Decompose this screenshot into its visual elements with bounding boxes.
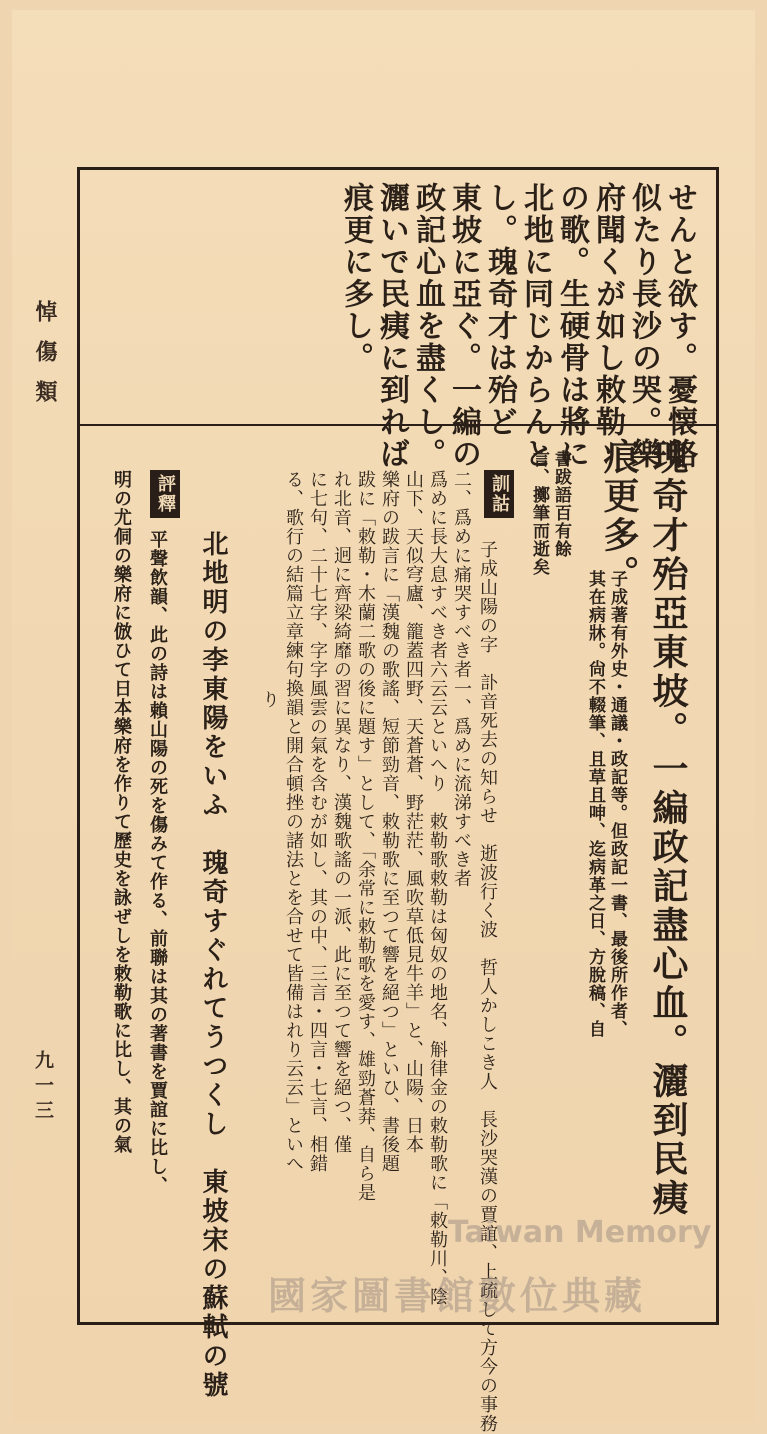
section-title: 悼傷類 xyxy=(32,300,58,420)
gloss-line: 二、爲めに痛哭すべき者一、爲めに流涕すべき者 xyxy=(451,470,472,888)
gloss-line-large: 北地明の李東陽をいふ 瑰奇すぐれてうつくし 東坡宋の蘇軾の號 xyxy=(198,530,228,1400)
gloss-label: 訓詁 xyxy=(484,470,514,518)
poem-line: 痕更多。 xyxy=(598,438,640,594)
reading-line: 灑いで民痍に到れば xyxy=(374,182,409,470)
watermark-text: 國家圖書館數位典藏 xyxy=(268,1274,647,1318)
gloss-line: れ北音、迥に齊梁綺靡の習に異なり、漢魏歌謠の一派、此に至つて響を絕つ、僅 xyxy=(331,470,352,1154)
reading-line: せんと欲す。憂懐略 xyxy=(662,182,697,470)
note-line: 子成著有外史・通議・政記等。但政記一書、最後所作者、 xyxy=(607,570,627,1038)
reading-line: し。瑰奇才は殆ど xyxy=(482,182,517,438)
gloss-line: 跋に「敕勒・木蘭二歌の後に題す」として、「余常に敕勒歌を愛す、雄勁蒼莽、自ら是 xyxy=(355,470,376,1202)
comment-label: 評釋 xyxy=(150,470,180,518)
gloss-line: 樂府の跋言に「漢魏の歌謠、短節勁音、敕勒歌に至つて響を絕つ」といひ、書後題 xyxy=(379,470,400,1173)
note-line: 言、擲筆而逝矣 xyxy=(529,450,549,576)
note-line: 書跋語百有餘 xyxy=(551,450,571,558)
gloss-line: に七句、二十七字、字字風雲の氣を含むが如し、其の中、三言・四言・七言、相錯 xyxy=(307,470,328,1173)
comment-line: 明の尤侗の樂府に倣ひて日本樂府を作りて歷史を詠ぜしを敕勒歌に比し、其の氣 xyxy=(111,470,132,1154)
reading-line: 北地に同じからんと xyxy=(518,182,553,470)
reading-line: 政記心血を盡くし。 xyxy=(410,182,445,470)
reading-line: 似たり長沙の哭。樂 xyxy=(626,182,661,470)
gloss-line: る、歌行の結篇立章練句換韻と開合頓挫の諸法とを合せて皆備はれり云云」といへ xyxy=(283,470,304,1173)
comment-line: 平聲飲韻、此の詩は賴山陽の死を傷みて作る、前聯は其の著書を賈誼に比し、 xyxy=(147,530,168,1195)
reading-line: 東坡に亞ぐ。一編の xyxy=(446,182,481,470)
note-line: 其在病牀。尙不輟筆、且草且呻、迄病革之日、方脫稿、自 xyxy=(585,570,605,1038)
reading-line: の歌。生硬骨は將に xyxy=(554,182,589,470)
gloss-line: り xyxy=(259,690,280,709)
page-number: 九一三 xyxy=(32,1050,54,1125)
reading-line: 痕更に多し。 xyxy=(338,182,373,374)
reading-line: 府聞くが如し敕勒 xyxy=(590,182,625,438)
poem-line: 瑰奇才殆亞東坡。一編政記盡心血。灑到民痍 xyxy=(647,438,689,1218)
gloss-line: 爲めに長大息すべき者六云云といへり 敕勒歌敕勒は匈奴の地名、斛律金の敕勒歌に「敕勒川、陰 xyxy=(427,470,448,1306)
watermark-text: Taiwan Memory xyxy=(448,1215,712,1250)
gloss-line: 子成山陽の字 訃音死去の知らせ 逝波行く波 哲人かしこき人 長沙哭漢の賈誼、上疏して方今の事務 xyxy=(477,540,498,1433)
gloss-line: 山下、天似穹廬、籠蓋四野、天蒼蒼、野茫茫、風吹草低見牛羊」と、山陽、日本 xyxy=(403,470,424,1154)
